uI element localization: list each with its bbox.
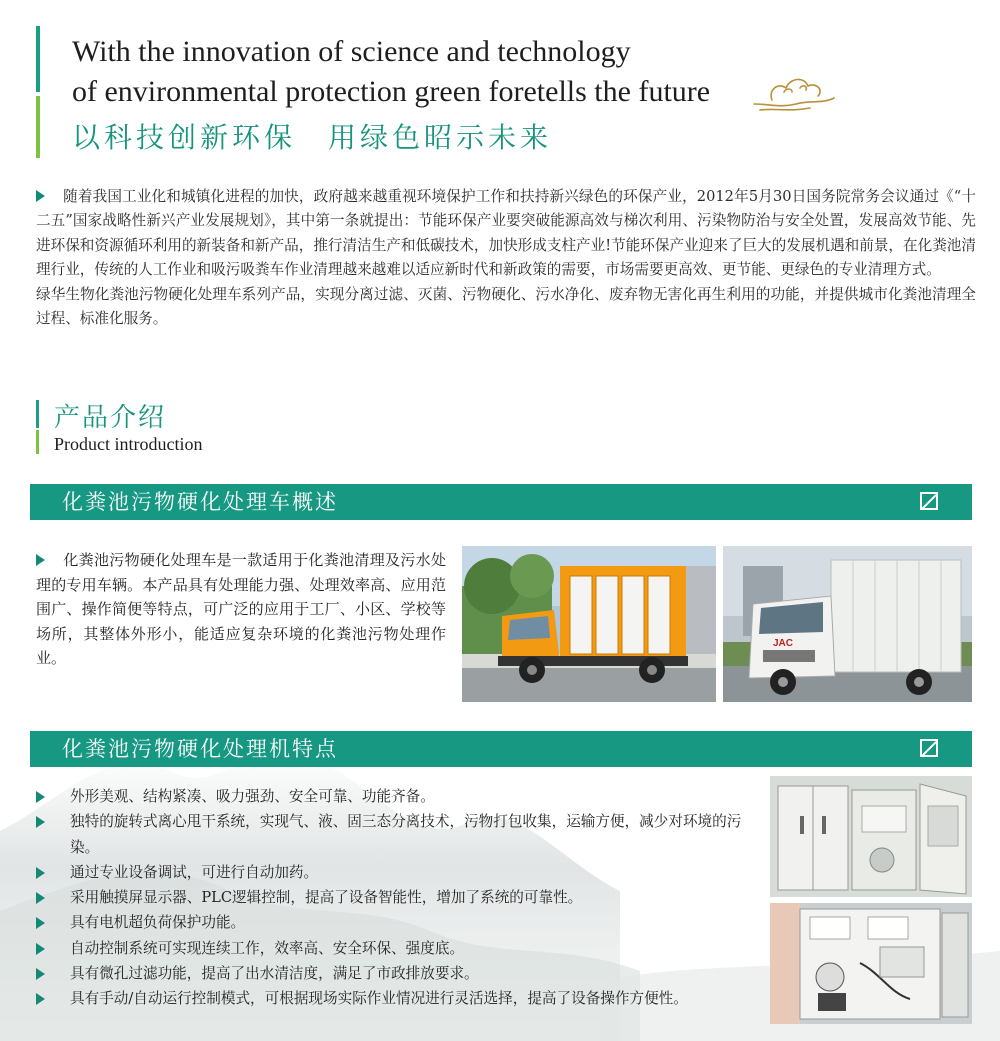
photo-orange-truck	[462, 546, 716, 702]
english-headline-line2: of environmental protection green foretells the future	[72, 75, 711, 108]
product-intro-accent-bar	[36, 400, 39, 428]
section-banner-features	[30, 731, 972, 767]
list-item: 采用触摸屏显示器、PLC逻辑控制，提高了设备智能性，增加了系统的可靠性。	[36, 885, 746, 910]
english-headline-line1: With the innovation of science and technology	[72, 35, 631, 68]
list-item: 外形美观、结构紧凑、吸力强劲、安全可靠、功能齐备。	[36, 784, 746, 809]
section-banner-title: 化粪池污物硬化处理机特点	[62, 737, 338, 761]
english-headline	[72, 32, 792, 112]
list-item: 具有微孔过滤功能，提高了出水清洁度，满足了市政排放要求。	[36, 961, 746, 986]
triangle-bullet-icon	[36, 917, 45, 929]
chinese-headline: 以科技创新环保 用绿色昭示未来	[72, 121, 553, 154]
triangle-bullet-icon	[36, 554, 45, 566]
product-intro-accent-bar-green	[36, 430, 39, 454]
photo-equipment-interior-2	[770, 903, 972, 1024]
triangle-bullet-icon	[36, 816, 45, 828]
section-banner-title: 化粪池污物硬化处理车概述	[62, 490, 338, 514]
list-item: 自动控制系统可实现连续工作，效率高、安全环保、强度底。	[36, 936, 746, 961]
edit-icon[interactable]	[920, 739, 938, 757]
triangle-bullet-icon	[36, 791, 45, 803]
intro-paragraph-2: 绿华生物化粪池污物硬化处理车系列产品，实现分离过滤、灭菌、污物硬化、污水净化、废弃物无害化再生利用的功能，并提供城市化粪池清理全过程、标准化服务。	[36, 285, 976, 328]
triangle-bullet-icon	[36, 993, 45, 1005]
triangle-bullet-icon	[36, 190, 45, 202]
photo-equipment-interior-1	[770, 776, 972, 897]
list-item: 具有电机超负荷保护功能。	[36, 910, 746, 935]
triangle-bullet-icon	[36, 943, 45, 955]
cloud-ornament-icon	[750, 64, 836, 114]
edit-icon[interactable]	[920, 492, 938, 510]
triangle-bullet-icon	[36, 968, 45, 980]
header-accent-bar-green	[36, 96, 40, 158]
list-item: 通过专业设备调试，可进行自动加药。	[36, 860, 746, 885]
overview-text	[36, 548, 446, 671]
features-list	[36, 784, 746, 1012]
product-intro-title: 产品介绍	[54, 403, 167, 433]
product-intro-subtitle: Product introduction	[54, 434, 203, 454]
intro-paragraph-1: 随着我国工业化和城镇化进程的加快，政府越来越重视环境保护工作和扶持新兴绿色的环保产业，2012年5月30日国务院常务会议通过《“十二五”国家战略性新兴产业发展规划》，其中第一条就提出：节能环保产业要突破能源高效与梯次利用、污染物防治与安全处置，发展高效节能、先进环保和资源循环利用的新装备和新产品，推行清洁生产和低碳技术，加快形成支柱产业!节能环保产业迎来了巨大的发展机遇和前景，在化粪池清理行业，传统的人工作业和吸污吸粪车作业清理越来越难以适应新时代和新政策的需要，市场需要更高效、更节能、更绿色的专业清理方式。	[36, 188, 976, 279]
overview-paragraph: 化粪池污物硬化处理车是一款适用于化粪池清理及污水处理的专用车辆。本产品具有处理能力强、处理效率高、应用范围广、操作简便等特点，可广泛的应用于工厂、小区、学校等场所，其整体外形小，能适应复杂环境的化粪池污物处理作业。	[36, 551, 446, 667]
photo-white-truck	[723, 546, 972, 702]
truck-badge: JAC	[773, 638, 794, 649]
header-accent-bar	[36, 26, 40, 92]
list-item: 独特的旋转式离心甩干系统，实现气、液、固三态分离技术，污物打包收集，运输方便，减少对环境的污染。	[36, 809, 746, 860]
triangle-bullet-icon	[36, 867, 45, 879]
list-item: 具有手动/自动运行控制模式，可根据现场实际作业情况进行灵活选择，提高了设备操作方便性。	[36, 986, 746, 1011]
section-banner-overview	[30, 484, 972, 520]
triangle-bullet-icon	[36, 892, 45, 904]
intro-text	[36, 185, 976, 331]
